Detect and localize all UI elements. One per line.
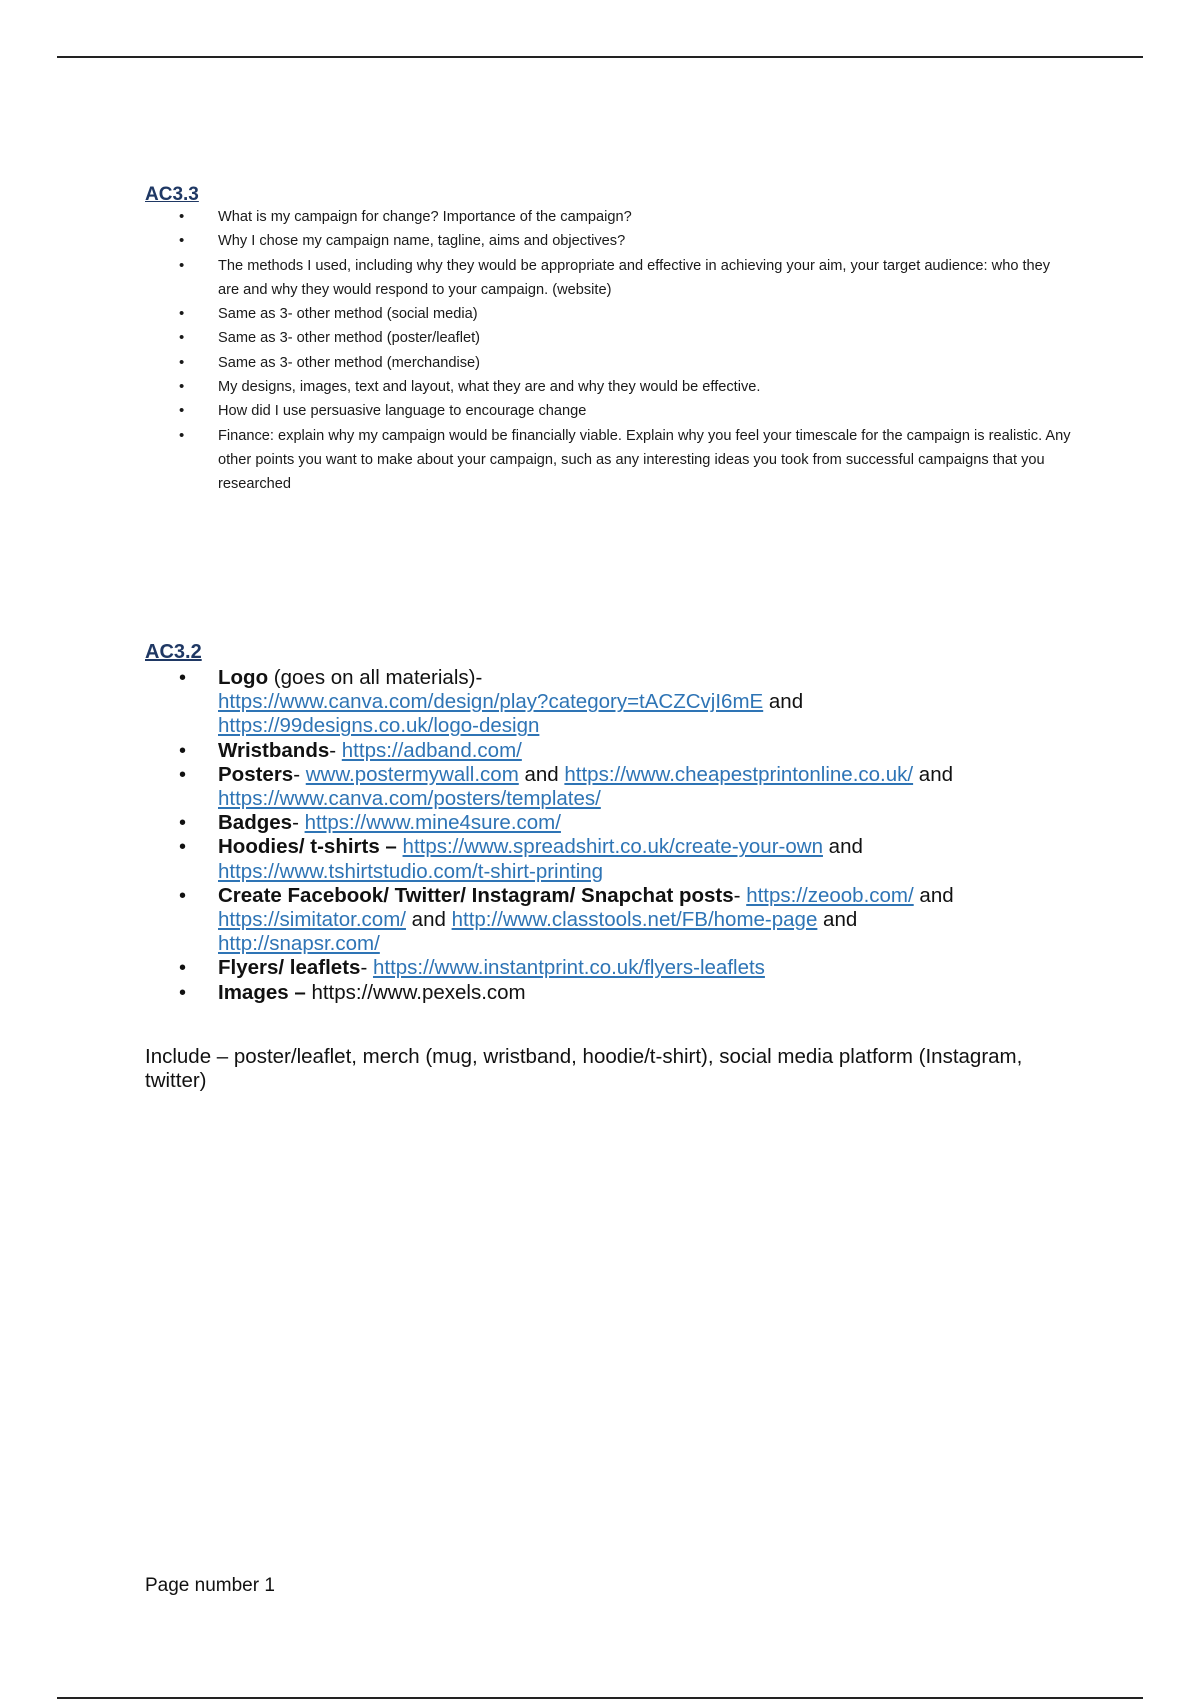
section-ac32 (145, 640, 1075, 1005)
ac33-checklist (145, 205, 1075, 497)
list-item: • The methods I used, including why they would be appropriate and effective in achieving your aim, your target audience: who they are and why they would respond to your campaign. (website) (145, 254, 1075, 303)
zeoob-link[interactable]: https://zeoob.com/ (746, 883, 914, 907)
connector-text: and (817, 908, 858, 932)
section-heading-ac33: AC3.3 (145, 184, 199, 205)
list-item-wristbands (145, 739, 1075, 763)
item-label: Badges (218, 811, 293, 835)
item-label: Hoodies/ t-shirts – (218, 835, 397, 859)
list-item: • Same as 3- other method (social media) (145, 302, 1075, 326)
list-item: • My designs, images, text and layout, what they are and why they would be effective. (145, 375, 1075, 399)
list-item: • Same as 3- other method (poster/leaflet) (145, 326, 1075, 350)
include-note: Include – poster/leaflet, merch (mug, wristband, hoodie/t-shirt), social media platform (Instagram, twitter) (145, 1044, 1023, 1092)
postermywall-link[interactable]: www.postermywall.com (305, 762, 519, 786)
list-item: • How did I use persuasive language to encourage change (145, 399, 1075, 423)
simitator-link[interactable]: https://simitator.com/ (218, 908, 406, 932)
item-label: Create Facebook/ Twitter/ Instagram/ Snapchat posts (218, 883, 734, 907)
adband-link[interactable]: https://adband.com/ (341, 738, 522, 762)
list-item-posters (145, 763, 1075, 811)
canva-posters-link[interactable]: https://www.canva.com/posters/templates/ (218, 787, 601, 811)
item-label: Posters (218, 762, 294, 786)
list-item-badges (145, 811, 1075, 835)
list-item: • Why I chose my campaign name, tagline, aims and objectives? (145, 229, 1075, 253)
connector-text: and (763, 690, 804, 714)
item-label: Logo (218, 666, 269, 689)
ac32-resource-list (145, 666, 1075, 1005)
spreadshirt-link[interactable]: https://www.spreadshirt.co.uk/create-your-own (402, 835, 823, 859)
section-heading-ac32: AC3.2 (145, 641, 202, 663)
canva-logo-link[interactable]: https://www.canva.com/design/play?category=tACZCvjI6mE (218, 690, 764, 714)
cheapestprintonline-link[interactable]: https://www.cheapestprintonline.co.uk/ (564, 762, 914, 786)
connector-text: and (405, 908, 452, 932)
separator: - (733, 883, 747, 907)
mine4sure-link[interactable]: https://www.mine4sure.com/ (304, 811, 561, 835)
page-number: Page number 1 (145, 1575, 275, 1596)
connector-text: and (913, 883, 954, 907)
list-item: • Same as 3- other method (merchandise) (145, 351, 1075, 375)
list-item: • Finance: explain why my campaign would be financially viable. Explain why you feel your timescale for the campaign is realistic. Any other points you want to make about your campaign, such as any interesting ideas you took from successful campaigns that you researched (145, 424, 1075, 497)
section-ac33 (145, 183, 1075, 497)
connector-text: and (913, 762, 953, 786)
item-label: Images – (218, 980, 306, 1004)
list-item: • What is my campaign for change? Importance of the campaign? (145, 205, 1075, 229)
separator: - (360, 956, 373, 980)
tshirtstudio-link[interactable]: https://www.tshirtstudio.com/t-shirt-printing (218, 859, 604, 883)
top-rule (57, 56, 1143, 58)
list-item-social-posts (145, 884, 1075, 957)
list-item-hoodies (145, 835, 1075, 883)
pexels-url-text: https://www.pexels.com (305, 980, 526, 1004)
item-label: Flyers/ leaflets (218, 956, 361, 980)
item-note: (goes on all materials)- (268, 666, 483, 689)
classtools-link[interactable]: http://www.classtools.net/FB/home-page (451, 908, 818, 932)
separator: - (329, 738, 342, 762)
connector-text: and (518, 762, 565, 786)
snapsr-link[interactable]: http://snapsr.com/ (218, 932, 380, 956)
list-item-images (145, 981, 1075, 1005)
item-label: Wristbands (218, 738, 330, 762)
connector-text: and (822, 835, 863, 859)
bottom-rule (57, 1697, 1143, 1699)
instantprint-link[interactable]: https://www.instantprint.co.uk/flyers-leaflets (372, 956, 765, 980)
99designs-link[interactable]: https://99designs.co.uk/logo-design (218, 714, 540, 738)
list-item-flyers (145, 956, 1075, 980)
separator: - (293, 762, 306, 786)
separator: - (292, 811, 305, 835)
list-item-logo (145, 666, 1075, 739)
